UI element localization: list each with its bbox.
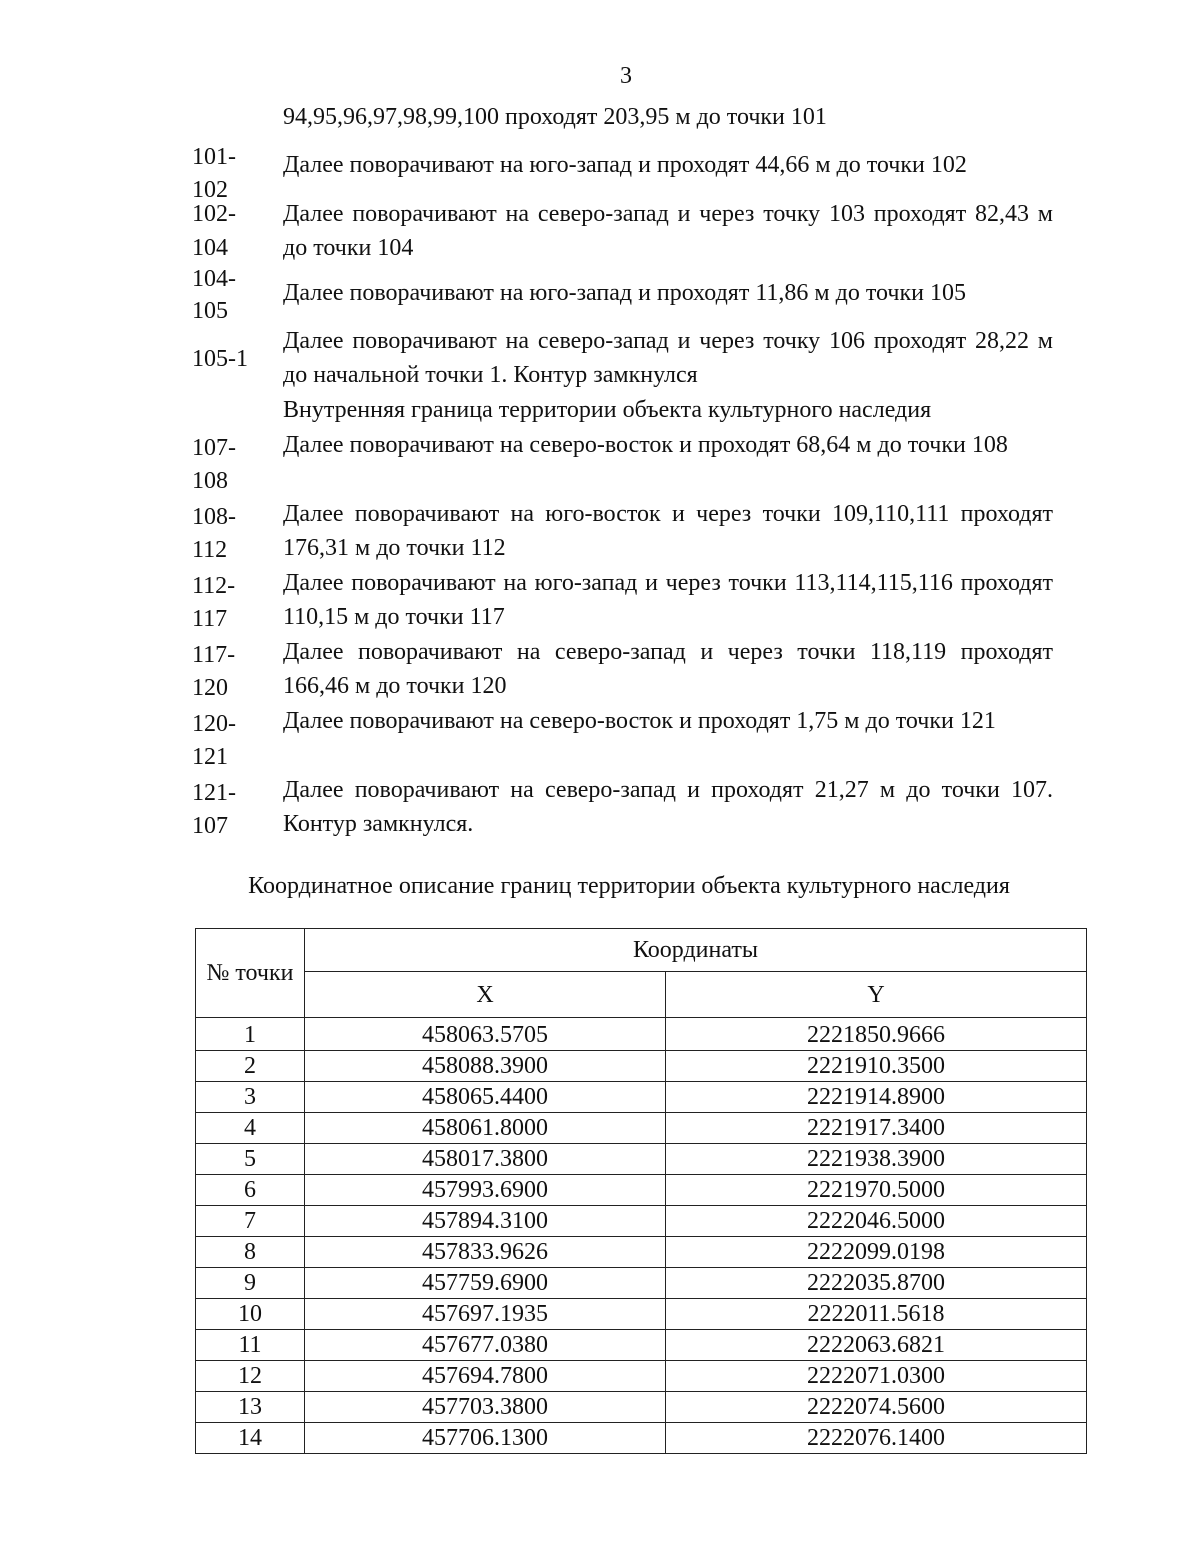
segment-text: Далее поворачивают на юго-восток и через точки 109,110,111 проходят 176,31 м до точки 112 bbox=[283, 501, 1053, 561]
point-number-cell: 5 bbox=[196, 1144, 305, 1175]
segment-label: 117- 120 bbox=[192, 642, 236, 701]
header-point-number: № точки bbox=[196, 929, 305, 1018]
continuation-line: 94,95,96,97,98,99,100 проходят 203,95 м до точки 101 bbox=[283, 104, 827, 130]
segment-text: Далее поворачивают на юго-запад и проходят 11,86 м до точки 105 bbox=[283, 280, 966, 306]
header-y: Y bbox=[666, 972, 1087, 1018]
y-coordinate-cell: 2222011.5618 bbox=[666, 1299, 1087, 1330]
point-number-cell: 14 bbox=[196, 1423, 305, 1454]
segment-label: 101- 102 bbox=[192, 144, 236, 203]
table-row bbox=[196, 1299, 1087, 1330]
x-coordinate-cell: 457694.7800 bbox=[305, 1361, 666, 1392]
segment-label: 120- 121 bbox=[192, 711, 236, 770]
y-coordinate-cell: 2221970.5000 bbox=[666, 1175, 1087, 1206]
point-number-cell: 1 bbox=[196, 1018, 305, 1051]
table-row bbox=[196, 1082, 1087, 1113]
x-coordinate-cell: 458088.3900 bbox=[305, 1051, 666, 1082]
coordinates-table bbox=[195, 928, 1087, 1454]
point-number-cell: 7 bbox=[196, 1206, 305, 1237]
x-coordinate-cell: 457706.1300 bbox=[305, 1423, 666, 1454]
x-coordinate-cell: 457833.9626 bbox=[305, 1237, 666, 1268]
y-coordinate-cell: 2222099.0198 bbox=[666, 1237, 1087, 1268]
page-number: 3 bbox=[620, 63, 632, 89]
y-coordinate-cell: 2221938.3900 bbox=[666, 1144, 1087, 1175]
segment-label: 121- 107 bbox=[192, 780, 236, 839]
x-coordinate-cell: 457677.0380 bbox=[305, 1330, 666, 1361]
x-coordinate-cell: 458017.3800 bbox=[305, 1144, 666, 1175]
table-row bbox=[196, 1268, 1087, 1299]
point-number-cell: 6 bbox=[196, 1175, 305, 1206]
x-coordinate-cell: 457759.6900 bbox=[305, 1268, 666, 1299]
table-row bbox=[196, 1113, 1087, 1144]
segment-text: Далее поворачивают на северо-запад и проходят 21,27 м до точки 107. Контур замкнулся. bbox=[283, 777, 1053, 837]
point-number-cell: 8 bbox=[196, 1237, 305, 1268]
segment-text: Далее поворачивают на северо-запад и через точку 106 проходят 28,22 м до начальной точки 1. Контур замкнулся bbox=[283, 328, 1053, 388]
header-coordinates: Координаты bbox=[305, 929, 1087, 972]
x-coordinate-cell: 457894.3100 bbox=[305, 1206, 666, 1237]
table-row bbox=[196, 1392, 1087, 1423]
segment-text: Далее поворачивают на северо-восток и проходят 1,75 м до точки 121 bbox=[283, 708, 996, 734]
segment-text: Далее поворачивают на северо-восток и проходят 68,64 м до точки 108 bbox=[283, 432, 1008, 458]
x-coordinate-cell: 458063.5705 bbox=[305, 1018, 666, 1051]
segment-text: Далее поворачивают на юго-запад и через точки 113,114,115,116 проходят 110,15 м до точки 117 bbox=[283, 570, 1053, 630]
y-coordinate-cell: 2221910.3500 bbox=[666, 1051, 1087, 1082]
point-number-cell: 2 bbox=[196, 1051, 305, 1082]
segment-label: 102- 104 bbox=[192, 201, 236, 261]
table-row bbox=[196, 1051, 1087, 1082]
x-coordinate-cell: 458065.4400 bbox=[305, 1082, 666, 1113]
point-number-cell: 11 bbox=[196, 1330, 305, 1361]
y-coordinate-cell: 2222046.5000 bbox=[666, 1206, 1087, 1237]
table-row bbox=[196, 1018, 1087, 1051]
segment-text: Далее поворачивают на северо-запад и через точки 118,119 проходят 166,46 м до точки 120 bbox=[283, 639, 1053, 699]
table-row bbox=[196, 1330, 1087, 1361]
point-number-cell: 13 bbox=[196, 1392, 305, 1423]
segment-label: 104- 105 bbox=[192, 266, 236, 324]
x-coordinate-cell: 457703.3800 bbox=[305, 1392, 666, 1423]
segment-label: 107- 108 bbox=[192, 435, 236, 494]
segment-label: 112- 117 bbox=[192, 573, 236, 632]
segment-text: Далее поворачивают на юго-запад и проходят 44,66 м до точки 102 bbox=[283, 152, 967, 178]
segment-label: 105-1 bbox=[192, 346, 248, 372]
y-coordinate-cell: 2222074.5600 bbox=[666, 1392, 1087, 1423]
header-x: X bbox=[305, 972, 666, 1018]
segment-label: 108- 112 bbox=[192, 504, 236, 563]
point-number-cell: 4 bbox=[196, 1113, 305, 1144]
point-number-cell: 9 bbox=[196, 1268, 305, 1299]
x-coordinate-cell: 458061.8000 bbox=[305, 1113, 666, 1144]
table-row bbox=[196, 1237, 1087, 1268]
y-coordinate-cell: 2222071.0300 bbox=[666, 1361, 1087, 1392]
y-coordinate-cell: 2221850.9666 bbox=[666, 1018, 1087, 1051]
table-caption: Координатное описание границ территории объекта культурного наследия bbox=[248, 873, 1010, 899]
y-coordinate-cell: 2221914.8900 bbox=[666, 1082, 1087, 1113]
table-row bbox=[196, 1361, 1087, 1392]
y-coordinate-cell: 2222076.1400 bbox=[666, 1423, 1087, 1454]
x-coordinate-cell: 457993.6900 bbox=[305, 1175, 666, 1206]
y-coordinate-cell: 2221917.3400 bbox=[666, 1113, 1087, 1144]
point-number-cell: 12 bbox=[196, 1361, 305, 1392]
y-coordinate-cell: 2222035.8700 bbox=[666, 1268, 1087, 1299]
x-coordinate-cell: 457697.1935 bbox=[305, 1299, 666, 1330]
point-number-cell: 3 bbox=[196, 1082, 305, 1113]
table-row bbox=[196, 1175, 1087, 1206]
segment-text: Далее поворачивают на северо-запад и через точку 103 проходят 82,43 м до точки 104 bbox=[283, 201, 1053, 261]
inner-boundary-heading: Внутренняя граница территории объекта культурного наследия bbox=[283, 397, 932, 423]
table-row bbox=[196, 1423, 1087, 1454]
table-row bbox=[196, 1206, 1087, 1237]
table-row bbox=[196, 1144, 1087, 1175]
y-coordinate-cell: 2222063.6821 bbox=[666, 1330, 1087, 1361]
point-number-cell: 10 bbox=[196, 1299, 305, 1330]
